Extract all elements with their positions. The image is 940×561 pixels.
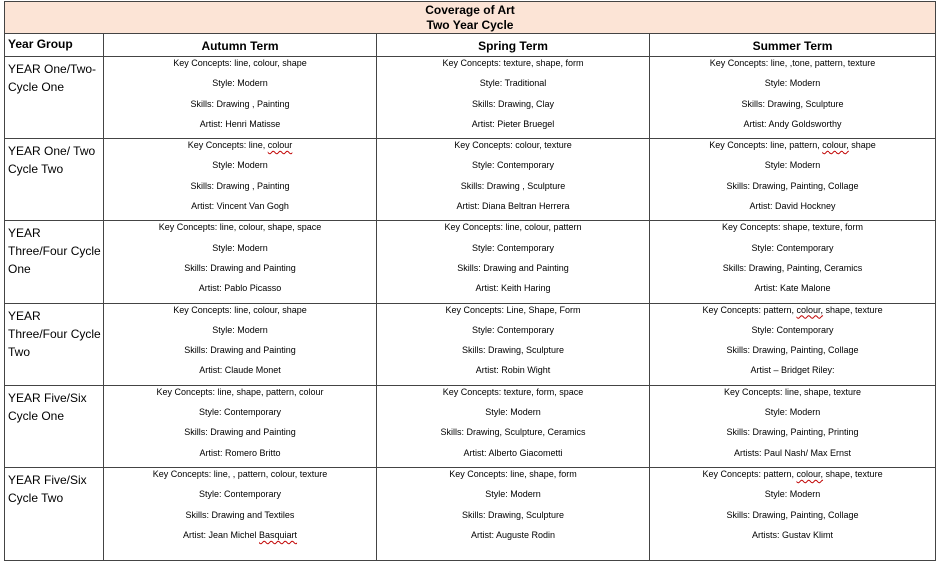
skills: Skills: Drawing, Painting, Printing	[726, 427, 859, 438]
key-concepts: Key Concepts: line, shape, texture	[723, 386, 862, 397]
skills: Skills: Drawing, Painting, Collage	[726, 345, 859, 356]
year-group-cell: YEAR Five/Six Cycle Two	[5, 467, 104, 560]
key-concepts: Key Concepts: Line, Shape, Form	[445, 304, 581, 315]
skills: Skills: Drawing , Painting	[190, 98, 290, 109]
artist: Artist: Robin Wight	[475, 365, 551, 376]
artist: Artist: Jean Michel Basquiart	[182, 529, 298, 540]
style: Style: Modern	[212, 78, 268, 89]
skills: Skills: Drawing and Painting	[184, 345, 296, 356]
artist: Artists: Paul Nash/ Max Ernst	[733, 447, 852, 458]
key-concepts: Key Concepts: line, shape, form	[449, 468, 577, 479]
style: Style: Contemporary	[471, 324, 555, 335]
style: Style: Modern	[764, 407, 821, 418]
header-year-group: Year Group	[5, 34, 104, 57]
autumn-cell	[104, 303, 377, 385]
style: Style: Contemporary	[198, 489, 282, 500]
style: Style: Contemporary	[751, 242, 834, 253]
header-spring-term: Spring Term	[377, 34, 650, 57]
artist: Artist: Auguste Rodin	[470, 529, 556, 540]
artist: Artist: Kate Malone	[754, 283, 831, 294]
skills: Skills: Drawing and Textiles	[185, 509, 295, 520]
header-autumn-term: Autumn Term	[104, 34, 377, 57]
style: Style: Modern	[764, 78, 821, 89]
table-row	[5, 57, 936, 139]
skills: Skills: Drawing , Sculpture	[460, 180, 566, 191]
key-concepts: Key Concepts: line, ,tone, pattern, texture	[709, 58, 876, 68]
style: Style: Modern	[212, 242, 268, 253]
skills: Skills: Drawing, Painting, Collage	[726, 509, 859, 520]
skills: Skills: Drawing , Painting	[190, 180, 290, 191]
table-title	[5, 2, 936, 34]
year-group-cell: YEAR Five/Six Cycle One	[5, 385, 104, 467]
skills: Skills: Drawing, Sculpture	[461, 345, 565, 356]
year-group-cell: YEAR One/Two-Cycle One	[5, 57, 104, 139]
key-concepts: Key Concepts: texture, shape, form	[442, 58, 584, 68]
key-concepts: Key Concepts: shape, texture, form	[721, 222, 864, 233]
spring-cell	[377, 57, 650, 139]
key-concepts: Key Concepts: line, colour, shape	[173, 304, 307, 315]
summer-cell	[650, 57, 936, 139]
autumn-cell	[104, 139, 377, 221]
skills: Skills: Drawing, Clay	[471, 98, 555, 109]
summer-cell	[650, 385, 936, 467]
spring-cell	[377, 139, 650, 221]
skills: Skills: Drawing and Painting	[184, 427, 296, 438]
artist: Artist: Diana Beltran Herrera	[456, 201, 570, 212]
summer-cell	[650, 303, 936, 385]
key-concepts: Key Concepts: line, colour, shape	[173, 58, 307, 68]
table-row	[5, 385, 936, 467]
artist: Artists: Gustav Klimt	[752, 529, 834, 540]
artist: Artist: Vincent Van Gogh	[191, 201, 289, 212]
artist: Artist: Henri Matisse	[199, 118, 281, 129]
art-coverage-table	[4, 1, 936, 561]
spring-cell	[377, 385, 650, 467]
year-group-cell: YEAR One/ Two Cycle Two	[5, 139, 104, 221]
skills: Skills: Drawing, Painting, Ceramics	[722, 262, 863, 273]
autumn-cell	[104, 467, 377, 560]
key-concepts: Key Concepts: line, shape, pattern, colour	[156, 386, 324, 397]
style: Style: Modern	[764, 160, 821, 171]
artist: Artist: Alberto Giacometti	[463, 447, 563, 458]
style: Style: Modern	[764, 489, 821, 500]
artist: Artist – Bridget Riley:	[750, 365, 835, 376]
artist: Artist: Romero Britto	[199, 447, 281, 458]
header-row	[5, 34, 936, 57]
key-concepts: Key Concepts: line, colour, pattern	[444, 222, 582, 233]
summer-cell	[650, 139, 936, 221]
style: Style: Contemporary	[751, 324, 834, 335]
artist: Artist: Pablo Picasso	[198, 283, 282, 294]
key-concepts: Key Concepts: line, pattern, colour, shape	[709, 140, 876, 151]
spring-cell	[377, 303, 650, 385]
style: Style: Contemporary	[471, 242, 555, 253]
artist: Artist: Claude Monet	[199, 365, 281, 376]
key-concepts: Key Concepts: line, , pattern, colour, texture	[152, 468, 328, 479]
title-row	[5, 2, 936, 34]
autumn-cell	[104, 57, 377, 139]
year-group-cell: YEAR Three/Four Cycle One	[5, 221, 104, 303]
skills: Skills: Drawing, Sculpture	[461, 509, 565, 520]
autumn-cell	[104, 385, 377, 467]
artist: Artist: Keith Haring	[475, 283, 551, 294]
style: Style: Modern	[212, 160, 268, 171]
key-concepts: Key Concepts: line, colour	[187, 140, 293, 151]
artist: Artist: David Hockney	[749, 201, 836, 212]
table-row	[5, 221, 936, 303]
style: Style: Traditional	[479, 78, 547, 89]
spring-cell	[377, 467, 650, 560]
key-concepts: Key Concepts: line, colour, shape, space	[158, 222, 322, 233]
key-concepts: Key Concepts: pattern, colour, shape, texture	[702, 304, 883, 315]
skills: Skills: Drawing and Painting	[457, 262, 569, 273]
skills: Skills: Drawing, Sculpture	[741, 98, 844, 109]
skills: Skills: Drawing, Painting, Collage	[726, 180, 859, 191]
year-group-cell: YEAR Three/Four Cycle Two	[5, 303, 104, 385]
title-line-1: Coverage of Art	[425, 3, 515, 17]
autumn-cell	[104, 221, 377, 303]
key-concepts: Key Concepts: texture, form, space	[442, 386, 584, 397]
title-line-2: Two Year Cycle	[426, 18, 514, 32]
header-summer-term: Summer Term	[650, 34, 936, 57]
skills: Skills: Drawing and Painting	[184, 262, 296, 273]
table-row	[5, 303, 936, 385]
style: Style: Contemporary	[198, 407, 282, 418]
summer-cell	[650, 467, 936, 560]
style: Style: Modern	[212, 324, 268, 335]
table-row	[5, 467, 936, 560]
key-concepts: Key Concepts: colour, texture	[454, 140, 572, 151]
style: Style: Modern	[485, 407, 541, 418]
table-row	[5, 139, 936, 221]
style: Style: Modern	[485, 489, 541, 500]
skills: Skills: Drawing, Sculpture, Ceramics	[440, 427, 586, 438]
summer-cell	[650, 221, 936, 303]
style: Style: Contemporary	[471, 160, 555, 171]
artist: Artist: Andy Goldsworthy	[743, 118, 842, 129]
spring-cell	[377, 221, 650, 303]
key-concepts: Key Concepts: pattern, colour, shape, texture	[702, 468, 883, 479]
artist: Artist: Pieter Bruegel	[471, 118, 555, 129]
